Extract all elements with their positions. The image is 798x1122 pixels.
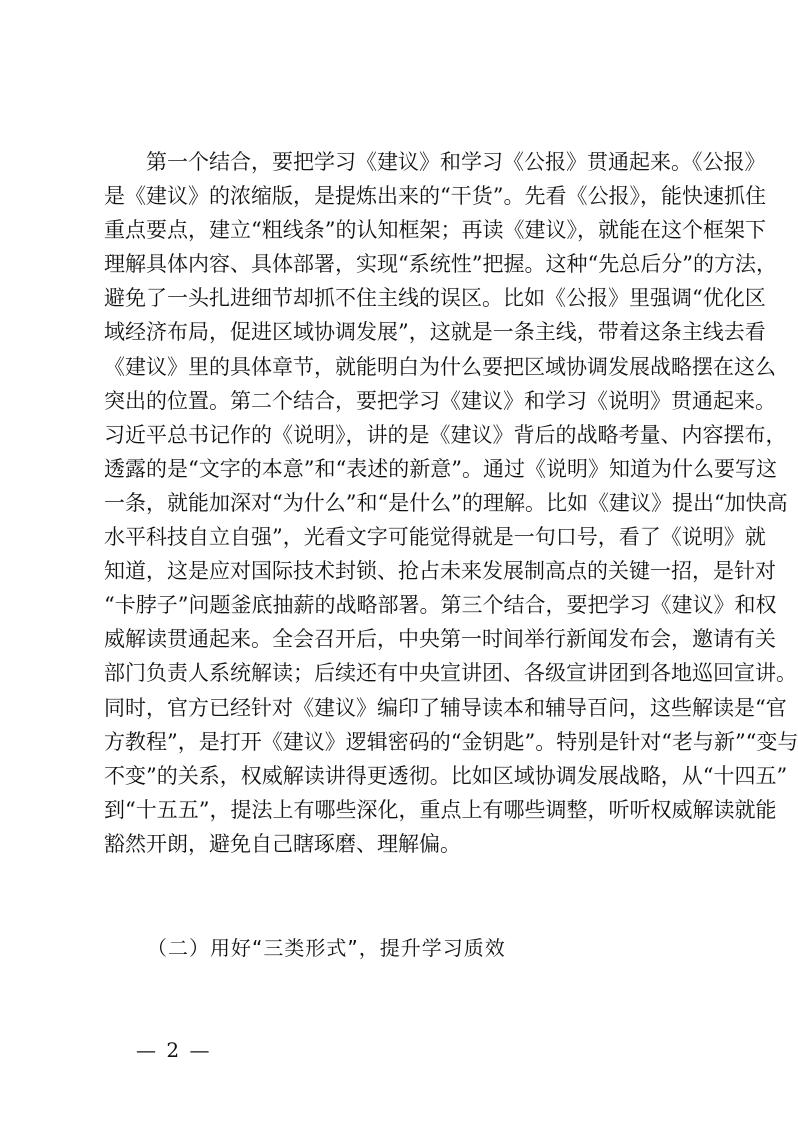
paragraph-line: 一条，就能加深对“为什么”和“是什么”的理解。比如《建议》提出“加快高: [104, 490, 788, 515]
paragraph-line: 习近平总书记作的《说明》，讲的是《建议》背后的战略考量、内容摆布，: [104, 422, 787, 447]
section-subheading: （二）用好“三类形式”，提升学习质效: [147, 936, 506, 960]
paragraph-line: 理解具体内容、具体部署，实现“系统性”把握。这种“先总后分”的方法，: [104, 252, 777, 277]
paragraph-line: “卡脖子”问题釜底抽薪的战略部署。第三个结合，要把学习《建议》和权: [104, 593, 777, 618]
paragraph-line: 避免了一头扎进细节却抓不住主线的误区。比如《公报》里强调“优化区: [104, 286, 766, 311]
paragraph-line: 不变”的关系，权威解读讲得更透彻。比如区域协调发展战略，从“十四五”: [104, 763, 788, 788]
paragraph-line: 是《建议》的浓缩版，是提炼出来的“干货”。先看《公报》，能快速抓住: [104, 184, 766, 209]
paragraph-line: 域经济布局，促进区域协调发展”，这就是一条主线，带着这条主线去看: [104, 320, 766, 345]
paragraph-line: 豁然开朗，避免自己瞎琢磨、理解偏。: [104, 831, 461, 856]
paragraph-line: 重点要点，建立“粗线条”的认知框架；再读《建议》，就能在这个框架下: [104, 218, 766, 243]
page-number: — 2 —: [136, 1038, 212, 1062]
body-paragraph: [104, 145, 798, 861]
paragraph-line: 到“十五五”，提法上有哪些深化，重点上有哪些调整，听听权威解读就能: [104, 797, 777, 822]
paragraph-line: 同时，官方已经针对《建议》编印了辅导读本和辅导百问，这些解读是“官: [104, 695, 787, 720]
paragraph-line: 方教程”，是打开《建议》逻辑密码的“金钥匙”。特别是针对“老与新”“变与: [104, 729, 798, 754]
paragraph-line: 知道，这是应对国际技术封锁、抢占未来发展制高点的关键一招，是针对: [104, 559, 776, 584]
paragraph-line: 水平科技自立自强”，光看文字可能觉得就是一句口号，看了《说明》就: [104, 525, 766, 550]
paragraph-line: 突出的位置。第二个结合，要把学习《建议》和学习《说明》贯通起来。: [104, 388, 776, 413]
paragraph-line: 透露的是“文字的本意”和“表述的新意”。通过《说明》知道为什么要写这: [104, 456, 777, 481]
paragraph-line: 《建议》里的具体章节，就能明白为什么要把区域协调发展战略摆在这么: [104, 354, 776, 379]
paragraph-line: 第一个结合，要把学习《建议》和学习《公报》贯通起来。《公报》: [146, 150, 766, 174]
paragraph-line: 部门负责人系统解读；后续还有中央宣讲团、各级宣讲团到各地巡回宣讲。: [104, 661, 797, 686]
paragraph-line: 威解读贯通起来。全会召开后，中央第一时间举行新闻发布会，邀请有关: [104, 627, 776, 652]
